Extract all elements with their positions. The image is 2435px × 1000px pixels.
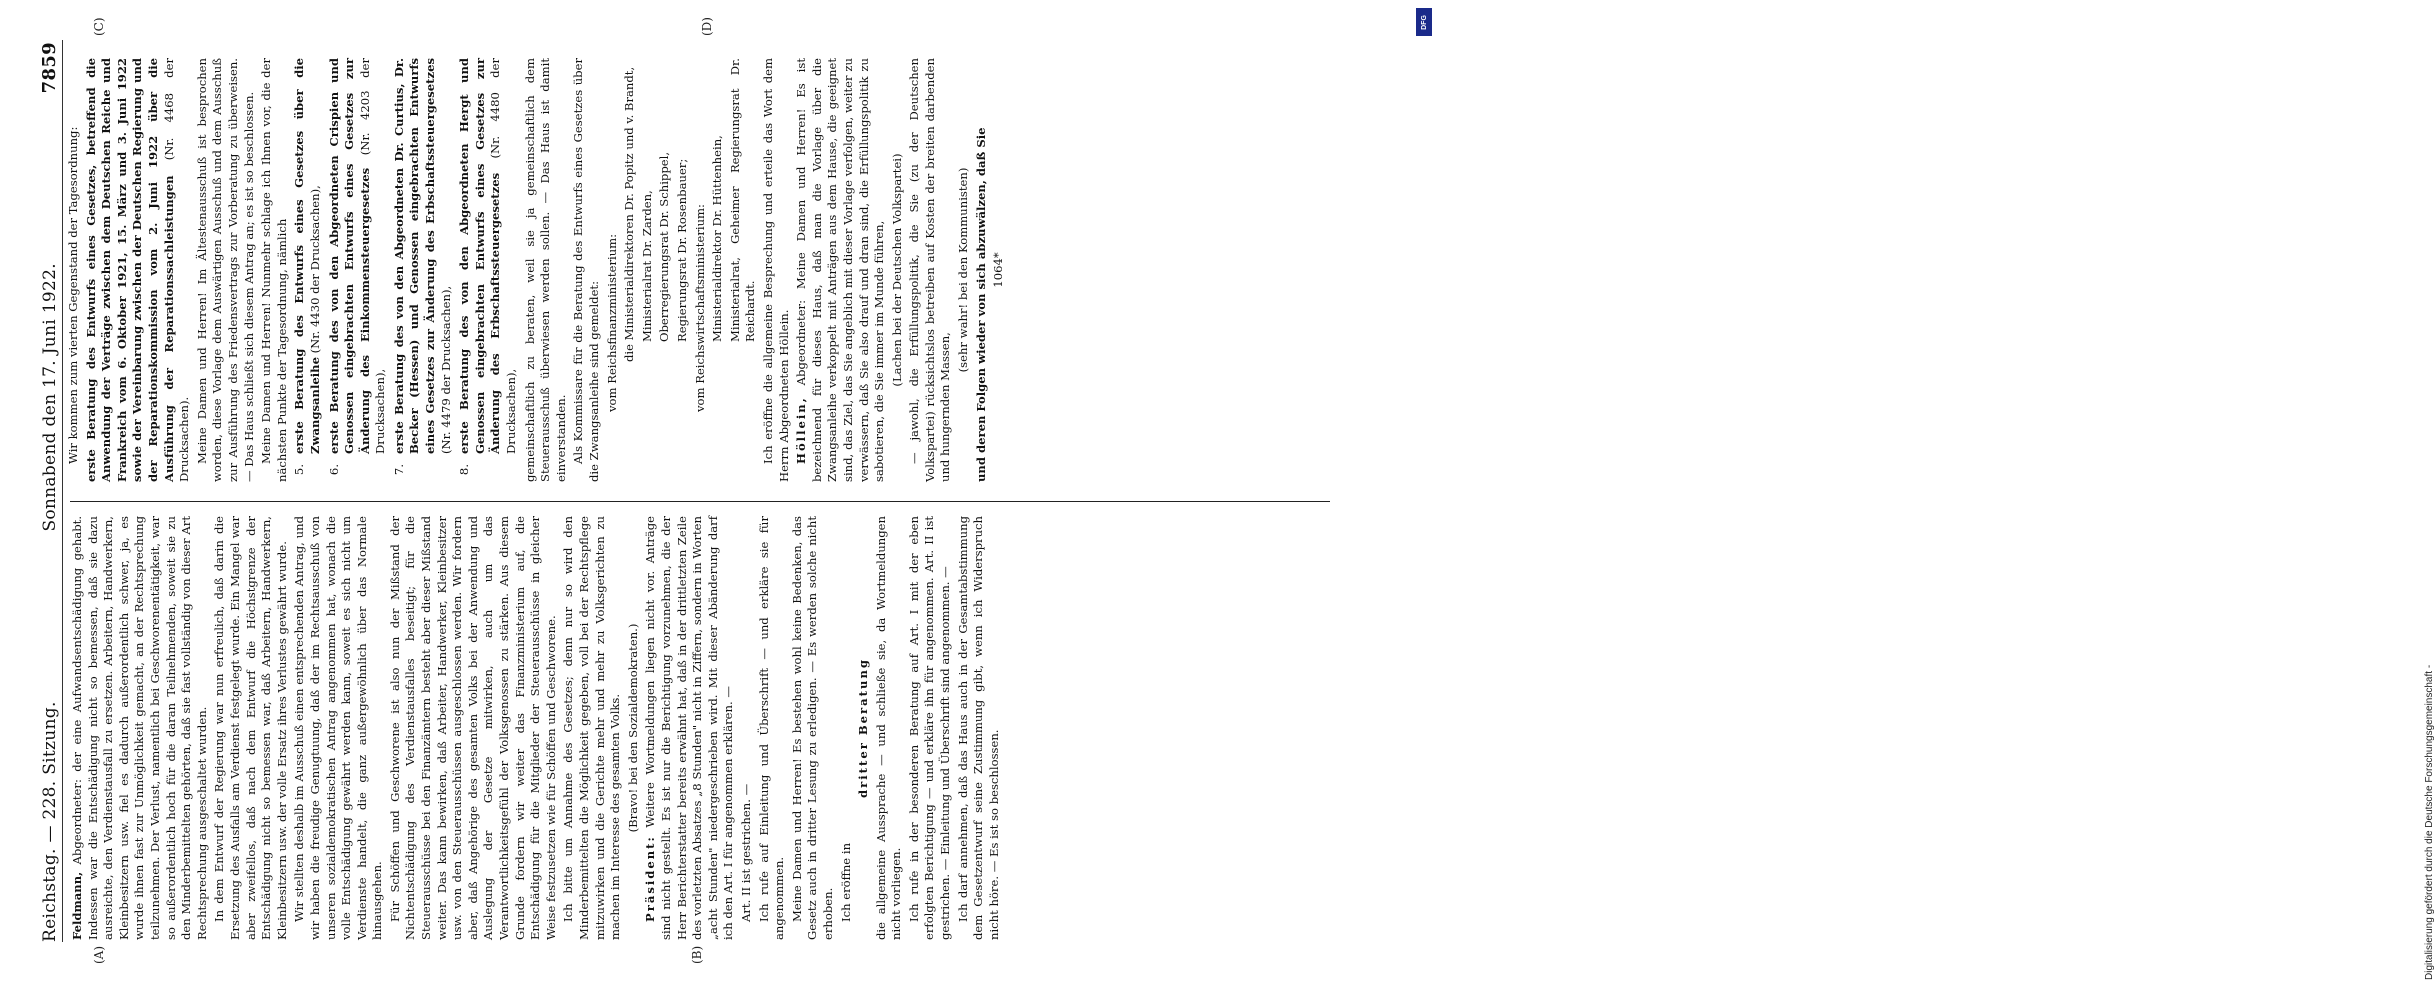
president-label: Präsident: <box>643 835 658 922</box>
margin-marker-c: (C) <box>92 17 106 36</box>
agenda-ref: (Nr. 4468 der Drucksachen). <box>161 57 192 482</box>
speaker-intro <box>70 516 210 940</box>
agenda-title: erste Beratung des von den Abgeordneten Hergt und Genossen eingebrachten Entwurfs eines Gesetzes zur Änderung des Erbschaftssteuergesetzes <box>457 58 503 454</box>
agenda-item-5 <box>292 58 323 482</box>
agenda-ref: (Nr. 4203 der Drucksachen), <box>357 58 388 454</box>
paragraph: der eine Aufwandsentschädigung gehabt. Indessen war die Entschädigung nicht so bemessen, daß sie dazu ausreichte, den Verdienstausfall zu ersetzen. Arbeitern, Handwerkern, Kleinbesitzern usw. fiel es dadurch außerordentlich schwer, ja, es wurde ihnen fast zur Unmöglichkeit gemacht, an der Rechtsprechung teilzunehmen. Der Verlust, namentlich bei Geschworenentätigkeit, war so außerordentlich hoch für die daran Teilnehmenden, soweit sie zu den Minderbemittelten gehörten, daß sie fast vollständig von dieser Art Rechtsprechung ausgeschaltet wurden. <box>70 515 209 940</box>
paragraph: Weitere Wortmeldungen liegen nicht vor. Anträge sind nicht gestellt. Es ist nur die Berichtigung vorzunehmen, die der Herr Berichterstatter bereits erwähnt hat, daß in der drittletzten Zeile des vorletzten Absatzes „8 Stunden" nicht in Ziffern, sondern in Worten „acht Stunden" niedergeschrieben wird. Mit dieser Abänderung darf ich den Art. I für angenommen erklären. — <box>643 516 736 940</box>
commissioner-line: Regierungsrat Dr. Rosenbauer; <box>674 158 689 342</box>
paragraph: Ich rufe auf Einleitung und Überschrift — und erkläre sie für angenommen. <box>756 516 787 940</box>
paragraph: Meine Damen und Herren! Es bestehen wohl keine Bedenken, das Gesetz auch in dritter Lesung zu erledigen. — Es werden solche nicht erhoben. <box>789 516 835 940</box>
paragraph: Als Kommissare für die Beratung des Entwurfs eines Gesetzes über die Zwangsanleihe sind gemeldet: <box>571 58 601 482</box>
paragraph: die allgemeine Aussprache — und schließe sie, da Wortmeldungen nicht vorliegen. <box>873 516 904 940</box>
agenda-ref: (Nr. 4480 der Drucksachen), <box>488 58 519 454</box>
paragraph: Ich darf annehmen, daß das Haus auch in der Gesamtabstimmung dem Gesetzentwurf seine Zustimmung gibt, wenn ich Widerspruch nicht höre. — Es ist so beschlossen. <box>955 516 1001 940</box>
interjection-note: (Lachen bei der Deutschen Volkspartei) <box>889 153 904 387</box>
paragraph: — jawohl, die Erfüllungspolitik, die Sie (zu der Deutschen Volkspartei) rücksichtslos betreiben auf Kosten der breiten darbenden und hungernden Massen, <box>907 58 953 482</box>
interjection-note: (sehr wahr! bei den Kommunisten) <box>956 167 971 373</box>
speaker-name: Höllein, <box>794 396 809 464</box>
paragraph: gemeinschaftlich zu beraten, weil sie ja gemeinschaftlich dem Steuerausschuß überwiesen werden sollen. — Das Haus ist damit einverstanden. <box>522 58 568 482</box>
agenda-title: erste Beratung des von den Abgeordneten Crispien und Genossen eingebrachten Entwurfs eines Gesetzes zur Änderung des Einkommensteuergesetzes <box>326 58 372 454</box>
agenda-item-6 <box>327 58 389 482</box>
paragraph: Wir stellten deshalb im Ausschuß einen entsprechenden Antrag, und wir haben die freudige Genugtuung, daß der im Rechtsausschuß von unseren sozialdemokratischen Antrag angenommen hat, wonach die volle Entschädigung gewährt werden kann, soweit es sich nicht um Verdienste handelt, die ganz außergewöhnlich über das Normale hinausgehen. <box>292 516 385 940</box>
item-number: 7. <box>391 464 406 476</box>
agenda-ref: (Nr. 4479 der Drucksachen), <box>438 285 453 454</box>
header-rule <box>62 40 63 942</box>
paragraph: Ich bitte um Annahme des Gesetzes; denn nur so wird den Minderbemittelten die Möglichkeit gegeben, voll bei der Rechtspflege mitzuwirken und die Gerichte mehr und mehr zu Volksgerichten zu machen im Interesse des gesamten Volks. <box>561 516 623 940</box>
agenda-item-4 <box>84 58 193 482</box>
item-number: 8. <box>457 464 472 476</box>
speaker-intro <box>794 58 888 482</box>
commissioner-line: Ministerialrat Dr. Zarden, <box>639 190 654 342</box>
margin-marker-d: (D) <box>700 17 714 36</box>
header-left: Reichstag. — 228. Sitzung. <box>40 701 60 942</box>
speaker-name: Feldmann, <box>70 871 84 940</box>
margin-marker-b: (B) <box>690 945 704 964</box>
commissioner-line: Ministerialdirektor Dr. Hüttenhein, <box>710 135 725 342</box>
agenda-title: erste Beratung des Entwurfs eines Gesetzes, betreffend die Anwendung der Verträge zwischen dem Deutschen Reiche und Frankreich vom 6. Oktober 1921, 15. März und 3. Juni 1922 sowie der Vereinbarung zwischen der Deutschen Regierung und der Reparationskommission vom 2. Juni 1922 über die Ausführung der Reparationssachleistungen <box>83 58 176 482</box>
agenda-item-8 <box>457 58 519 482</box>
item-number: 5. <box>292 464 307 476</box>
paragraph: Ich eröffne in <box>838 842 853 922</box>
applause-note: (Bravo! bei den Sozialdemokraten.) <box>625 623 640 833</box>
commissioner-line: die Ministerialdirektoren Dr. Popitz und v. Brandt, <box>622 66 637 362</box>
section-heading: dritter Beratung <box>856 658 871 798</box>
paragraph: Abgeordneter: Meine Damen und Herren! Es ist bezeichnend für dieses Haus, daß man die Vorlage über die Zwangsanleihe verkoppelt mit Anträgen aus dem Hause, die geeignet sind, das Ziel, das Sie angeblich mit dieser Vorlage verfolgen, weiter zu verwässern, daß Sie also drauf und dran sind, die Erfüllungspolitik zu sabotieren, die Sie immer im Munde führen, <box>794 57 887 482</box>
speaker-role: Abgeordneter: <box>70 779 84 865</box>
paragraph: Für Schöffen und Geschworene ist also nun der Mißstand der Nichtentschädigung des Verdienstausfalles beseitigt; für die Steuerausschüsse bei den Finanzämtern besteht aber dieser Mißstand weiter. Das kann bewirken, daß Arbeiter, Handwerker, Kleinbesitzer usw. von den Steuerausschüssen ausgeschlossen werden. Wir fordern aber, daß Angehörige des gesamten Volks bei der Anwendung und Auslegung der Gesetze mitwirken, auch um das Verantwortlichkeitsgefühl der Volksgenossen zu stärken. Aus diesem Grunde fordern wir weiter das Finanzministerium auf, die Entschädigung für die Mitglieder der Steuerausschüsse in gleicher Weise festzusetzen wie für Schöffen und Geschworene. <box>387 516 558 940</box>
paragraph: Ich rufe in der besonderen Beratung auf Art. I mit der eben erfolgten Berichtigung — und erkläre ihn für angenommen. Art. II ist gestrichen. — Einleitung und Überschrift sind angenommen. — <box>906 516 953 940</box>
margin-marker-a: (A) <box>92 945 106 964</box>
paragraph: Art. II ist gestrichen. — <box>738 783 753 922</box>
commissioner-line: Oberregierungsrat Dr. Schippel, <box>657 151 672 342</box>
agenda-item-7 <box>392 58 454 482</box>
commissioner-line: vom Reichswirtschaftsministerium: <box>692 204 707 412</box>
dfg-logo: DFG <box>1416 8 1432 36</box>
right-column <box>66 58 1009 482</box>
paragraph: Ich eröffne die allgemeine Besprechung und erteile das Wort dem Herrn Abgeordneten Höllein. <box>760 58 791 482</box>
left-column <box>70 516 1004 940</box>
page-number: 7859 <box>39 42 60 94</box>
president-statement <box>643 516 737 940</box>
digitization-credit: Digitalisierung gefördert durch die Deutsche Forschungsgemeinschaft - <box>2424 664 2435 980</box>
item-number: 6. <box>326 464 341 476</box>
page-header <box>26 42 60 942</box>
paragraph: In dem Entwurf der Regierung war nun erfreulich, daß darin die Ersetzung des Ausfalls am Verdienst festgelegt wurde. Ein Mangel war aber zweifellos, daß nach dem Entwurf die Höchstgrenze der Entschädigung nicht so bemessen war, daß Arbeitern, Handwerkern, Kleinbesitzern usw. der volle Ersatz ihres Verlustes gewährt wurde. <box>212 516 289 940</box>
commissioner-line: Ministerialrat, Geheimer Regierungsrat Dr. Reichardt. <box>727 58 758 342</box>
footer-mark: 1064* <box>991 252 1006 288</box>
commissioner-line: vom Reichsfinanzministerium: <box>604 233 619 412</box>
paragraph: Meine Damen und Herren! Im Ältestenausschuß ist besprochen worden, diese Vorlage dem Auswärtigen Ausschuß und dem Ausschuß zur Ausführung des Friedensvertrags zur Vorberatung zu überweisen. — Das Haus schließt sich diesem Antrag an; es ist so beschlossen. <box>194 58 256 482</box>
agenda-title: erste Beratung des von den Abgeordneten Dr. Curtius, Dr. Becker (Hessen) und Genossen eingebrachten Entwurfs eines Gesetzes zur Änderung des Erbschaftssteuergesetzes <box>391 58 438 454</box>
paragraph: und deren Folgen wieder von sich abzuwälzen, daß Sie <box>973 127 988 482</box>
agenda-ref: (Nr. 4430 der Drucksachen), <box>307 185 322 354</box>
header-date: Sonnabend den 17. Juni 1922. <box>40 263 60 532</box>
paragraph: Wir kommen zum vierten Gegenstand der Tagesordnung: <box>66 126 80 464</box>
column-divider <box>70 501 1330 502</box>
agenda-title: erste Beratung des Entwurfs eines Gesetzes über die Zwangsanleihe <box>292 58 322 454</box>
paragraph: Meine Damen und Herren! Nunmehr schlage ich Ihnen vor, die der nächsten Punkte der Tagesordnung, nämlich <box>259 58 289 482</box>
